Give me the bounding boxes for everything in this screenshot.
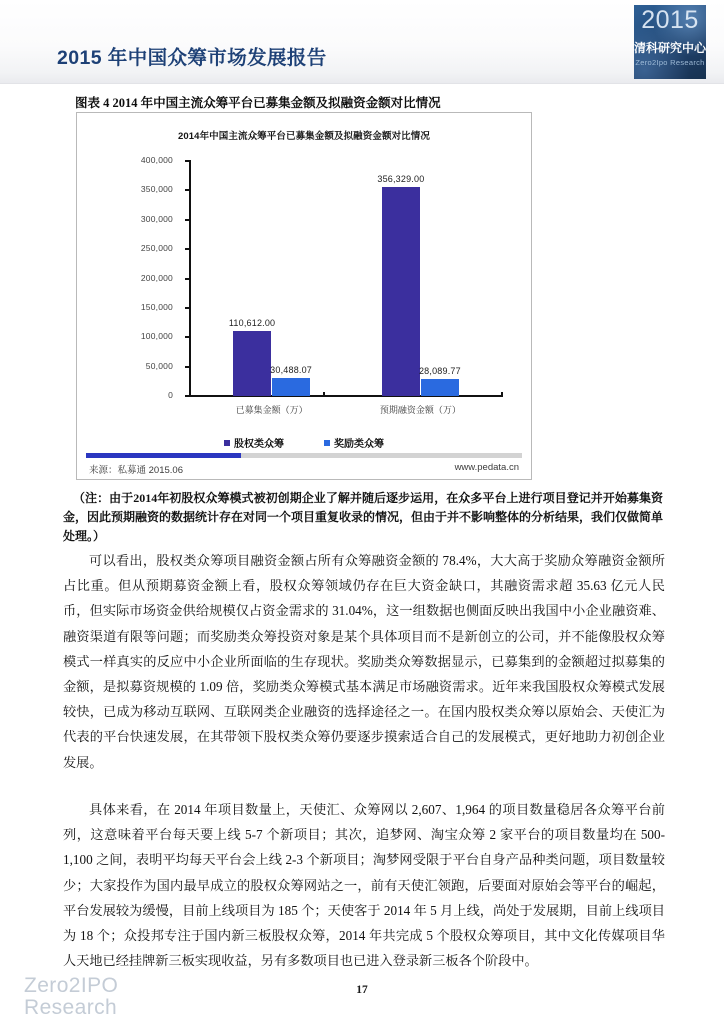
chart-url-label: www.pedata.cn: [454, 462, 519, 473]
chart-title: 2014年中国主流众筹平台已募集金额及拟融资金额对比情况: [178, 131, 430, 142]
chart-y-tick-label: 400,000: [140, 155, 173, 165]
chart-bar-value-label: 356,329.00: [377, 173, 425, 184]
brand-logo-name-en: Zero2Ipo Research: [635, 58, 705, 67]
chart-bar: [421, 379, 459, 396]
footer-logo-line-2: Research: [24, 996, 118, 1019]
chart-category-label: 预期融资金额（万）: [379, 405, 461, 415]
chart-y-tick-label: 300,000: [140, 213, 173, 224]
brand-logo-year: 2015: [641, 6, 699, 34]
footer-logo-line-1: Zero2IPO: [24, 974, 119, 997]
header-divider: [0, 83, 724, 84]
chart-legend-item[interactable]: [324, 435, 384, 450]
chart-note: （注：由于2014年初股权众筹模式被初创期企业了解并随后逐步运用，在众多平台上进行项目登记并开始募集资金，因此预期融资的数据统计存在对同一个项目重复收录的情况，但由于并不影响整体的分析结果，我们仅做简单处理。）: [63, 491, 664, 543]
page-header: [0, 0, 724, 84]
chart-y-tick-label: 150,000: [140, 301, 173, 312]
chart-legend-item[interactable]: [224, 435, 284, 450]
chart-bar-value-label: 30,488.07: [270, 365, 313, 376]
chart-y-tick-label: 250,000: [140, 243, 173, 254]
chart-scrollbar-thumb[interactable]: [86, 453, 241, 458]
chart-y-tick-label: 350,000: [140, 184, 173, 195]
chart-scrollbar[interactable]: [86, 453, 522, 458]
chart-y-tick-label: 200,000: [140, 272, 173, 283]
chart-bar: [233, 331, 271, 396]
chart-legend: [77, 435, 531, 450]
body-paragraph-1: 可以看出，股权类众筹项目融资金额占所有众筹融资金额的 78.4%，大大高于奖励众筹融资金额所占比重。但从预期募资金额上看，股权众筹领域仍存在巨大资金缺口，其融资需求超 35.63 亿元人民币，但实际市场资金供给规模仅占资金需求的 31.04%，这一组数据也侧面反映出我国中小企业融资难、融资渠道有限等问题；而奖励类众筹投资对象是某个具体项目而不是新创立的公司，并不能像股权众筹模式一样真实的反应中小企业所面临的生存现状。奖励类众筹数据显示，已募集到的金额超过拟募集的金额，是拟募资规模的 1.09 倍，奖励类众筹模式基本满足市场融资需求。近年来我国股权众筹模式发展较快，已成为移动互联网、互联网类企业融资的选择途径之一。在国内股权类众筹以原始会、天使汇为代表的平台快速发展，在其带领下股权类众筹仍要逐步摸索适合自己的发展模式，更好地助力初创企业发展。: [63, 553, 665, 770]
brand-logo-name-cn: 清科研究中心: [634, 41, 706, 55]
page-number: 17: [356, 984, 368, 996]
chart-bar-value-label: 110,612.00: [228, 318, 276, 328]
chart-source-label: 来源：私募通 2015.06: [89, 465, 183, 476]
chart-x-axis-endtick: [501, 392, 503, 397]
chart-legend-swatch: [224, 440, 230, 446]
chart-bar-value-label: 28,089.77: [418, 366, 461, 377]
figure-caption: 图表 4 2014 年中国主流众筹平台已募集金额及拟融资金额对比情况: [75, 96, 441, 110]
chart-legend-label: 股权类众筹: [234, 439, 284, 450]
page-title: 2015 年中国众筹市场发展报告: [57, 47, 327, 69]
chart-legend-swatch: [324, 440, 330, 446]
chart-y-tick-label: 100,000: [140, 331, 173, 342]
chart-y-tick-label: 0: [168, 390, 173, 400]
chart-y-tick-label: 50,000: [145, 360, 173, 371]
body-paragraph-2: 具体来看，在 2014 年项目数量上，天使汇、众筹网以 2,607、1,964 的项目数量稳居各众筹平台前列，这意味着平台每天要上线 5-7 个新项目；其次，追梦网、淘宝众筹 2 家平台的项目数量均在 500-1,100 之间，表明平均每天平台会上线 2-3 个新项目；淘梦网受限于平台自身产品种类问题，项目数量较少；大家投作为国内最早成立的股权众筹网站之一，前有天使汇领跑，后要面对原始会等平台的崛起，平台发展较为缓慢，目前上线项目为 185 个；天使客于 2014 年 5 月上线，尚处于发展期，目前上线项目为 18 个；众投邦专注于国内新三板股权众筹，2014 年共完成 5 个股权众筹项目，其中文化传媒项目华人天地已经挂牌新三板实现收益，另有多数项目也已进入登录新三板各个阶段中。: [63, 802, 665, 969]
chart-bar: [272, 378, 310, 396]
chart-bar: [382, 187, 420, 396]
chart-legend-label: 奖励类众筹: [334, 439, 384, 450]
chart-x-axis-midtick: [323, 392, 325, 397]
chart-y-axis-line: [189, 161, 191, 397]
chart-container: [76, 112, 532, 480]
footer-logo: [24, 975, 118, 1019]
brand-logo: [634, 5, 706, 79]
chart-category-label: 已募集金额（万）: [235, 405, 308, 415]
